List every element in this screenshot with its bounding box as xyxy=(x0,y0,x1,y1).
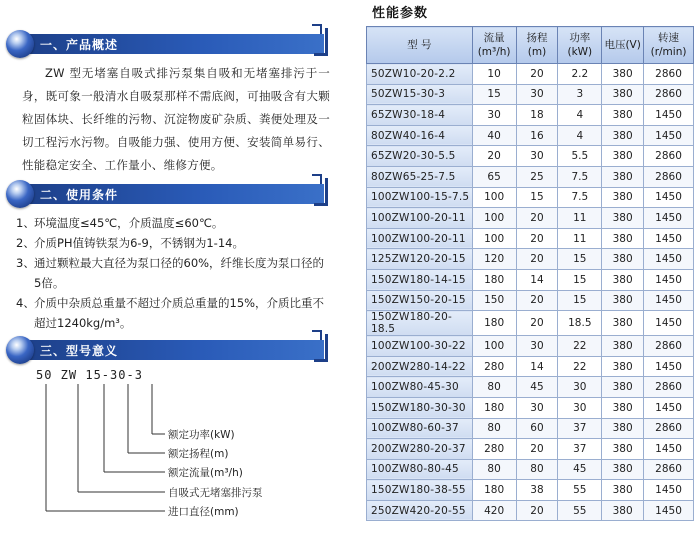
table-cell: 20 xyxy=(516,311,558,336)
table-cell: 380 xyxy=(602,105,644,126)
table-cell: 100 xyxy=(472,208,516,229)
table-cell: 380 xyxy=(602,418,644,439)
table-cell: 100 xyxy=(472,187,516,208)
table-cell: 380 xyxy=(602,311,644,336)
table-cell: 380 xyxy=(602,377,644,398)
table-row xyxy=(367,187,694,208)
section-title: 二、使用条件 xyxy=(40,188,119,202)
cell-model: 250ZW420-20-55 xyxy=(367,500,473,521)
table-cell: 11 xyxy=(558,208,602,229)
table-cell: 22 xyxy=(558,356,602,377)
table-row xyxy=(367,500,694,521)
table-cell: 7.5 xyxy=(558,187,602,208)
section-header-overview xyxy=(6,30,328,56)
table-row xyxy=(367,397,694,418)
table-cell: 420 xyxy=(472,500,516,521)
table-row xyxy=(367,208,694,229)
condition-number: 4、 xyxy=(16,296,35,310)
table-cell: 3 xyxy=(558,84,602,105)
table-cell: 55 xyxy=(558,480,602,501)
table-cell: 30 xyxy=(472,105,516,126)
table-cell: 1450 xyxy=(644,311,694,336)
table-cell: 15 xyxy=(558,269,602,290)
condition-item xyxy=(16,233,331,253)
condition-text: 通过颗粒最大直径为泵口径的60%，纤维长度为泵口径的5倍。 xyxy=(34,256,325,290)
table-cell: 4 xyxy=(558,125,602,146)
table-row xyxy=(367,166,694,187)
cell-model: 50ZW15-30-3 xyxy=(367,84,473,105)
table-row xyxy=(367,480,694,501)
table-cell: 16 xyxy=(516,125,558,146)
table-row xyxy=(367,269,694,290)
condition-number: 3、 xyxy=(16,256,35,270)
label-power: 额定功率(kW) xyxy=(168,429,235,441)
table-cell: 2860 xyxy=(644,166,694,187)
table-cell: 380 xyxy=(602,166,644,187)
table-cell: 30 xyxy=(558,377,602,398)
cell-model: 125ZW120-20-15 xyxy=(367,249,473,270)
left-panel xyxy=(0,0,340,535)
table-row xyxy=(367,377,694,398)
cell-model: 150ZW180-38-55 xyxy=(367,480,473,501)
table-cell: 380 xyxy=(602,64,644,85)
section-header-conditions xyxy=(6,180,328,206)
table-cell: 15 xyxy=(472,84,516,105)
header-speed: 转速(r/min) xyxy=(644,27,694,64)
table-row xyxy=(367,290,694,311)
table-cell: 30 xyxy=(516,336,558,357)
cell-model: 200ZW280-20-37 xyxy=(367,439,473,460)
condition-number: 1、 xyxy=(16,216,35,230)
table-cell: 380 xyxy=(602,439,644,460)
table-cell: 380 xyxy=(602,500,644,521)
table-cell: 20 xyxy=(516,208,558,229)
table-cell: 280 xyxy=(472,439,516,460)
table-row xyxy=(367,228,694,249)
table-cell: 180 xyxy=(472,397,516,418)
table-cell: 15 xyxy=(558,290,602,311)
cell-model: 150ZW180-14-15 xyxy=(367,269,473,290)
table-cell: 2860 xyxy=(644,418,694,439)
condition-text: 环境温度≤45℃，介质温度≤60℃。 xyxy=(34,216,224,230)
table-row xyxy=(367,249,694,270)
table-cell: 1450 xyxy=(644,356,694,377)
table-cell: 1450 xyxy=(644,105,694,126)
table-cell: 80 xyxy=(472,459,516,480)
table-cell: 380 xyxy=(602,336,644,357)
table-cell: 280 xyxy=(472,356,516,377)
condition-text: 介质PH值铸铁泵为6-9，不锈钢为1-14。 xyxy=(34,236,244,250)
condition-text: 介质中杂质总重量不超过介质总重量的15%，介质比重不超过1240kg/m³。 xyxy=(34,296,325,330)
table-cell: 380 xyxy=(602,208,644,229)
table-cell: 11 xyxy=(558,228,602,249)
table-cell: 380 xyxy=(602,84,644,105)
right-panel xyxy=(362,0,700,535)
table-title: 性能参数 xyxy=(372,6,429,21)
table-cell: 14 xyxy=(516,269,558,290)
sphere-bullet-icon xyxy=(6,180,34,208)
table-cell: 25 xyxy=(516,166,558,187)
header-model: 型 号 xyxy=(367,27,473,64)
table-cell: 30 xyxy=(516,84,558,105)
table-row xyxy=(367,64,694,85)
table-row xyxy=(367,146,694,167)
table-cell: 380 xyxy=(602,356,644,377)
table-cell: 1450 xyxy=(644,249,694,270)
cell-model: 65ZW30-18-4 xyxy=(367,105,473,126)
table-row xyxy=(367,356,694,377)
table-cell: 40 xyxy=(472,125,516,146)
condition-item xyxy=(16,253,331,293)
sphere-bullet-icon xyxy=(6,336,34,364)
table-cell: 7.5 xyxy=(558,166,602,187)
model-code: 50 ZW 15-30-3 xyxy=(36,368,143,382)
table-row xyxy=(367,105,694,126)
cell-model: 150ZW180-20-18.5 xyxy=(367,311,473,336)
label-inlet-diameter: 进口直径(mm) xyxy=(168,506,239,518)
table-cell: 10 xyxy=(472,64,516,85)
table-cell: 2860 xyxy=(644,459,694,480)
table-row xyxy=(367,84,694,105)
table-cell: 1450 xyxy=(644,397,694,418)
label-flow: 额定流量(m³/h) xyxy=(168,467,243,479)
cell-model: 100ZW100-20-11 xyxy=(367,228,473,249)
cell-model: 80ZW65-25-7.5 xyxy=(367,166,473,187)
table-cell: 20 xyxy=(516,290,558,311)
table-row xyxy=(367,459,694,480)
cell-model: 200ZW280-14-22 xyxy=(367,356,473,377)
table-cell: 37 xyxy=(558,439,602,460)
table-cell: 180 xyxy=(472,311,516,336)
table-row xyxy=(367,439,694,460)
condition-item xyxy=(16,213,331,233)
table-cell: 22 xyxy=(558,336,602,357)
table-cell: 2860 xyxy=(644,336,694,357)
table-cell: 1450 xyxy=(644,500,694,521)
table-cell: 1450 xyxy=(644,125,694,146)
table-cell: 15 xyxy=(516,187,558,208)
table-cell: 1450 xyxy=(644,187,694,208)
cell-model: 150ZW150-20-15 xyxy=(367,290,473,311)
table-cell: 20 xyxy=(516,228,558,249)
table-header-row xyxy=(367,27,694,64)
table-cell: 2.2 xyxy=(558,64,602,85)
table-cell: 380 xyxy=(602,125,644,146)
table-cell: 4 xyxy=(558,105,602,126)
table-cell: 1450 xyxy=(644,439,694,460)
table-row xyxy=(367,125,694,146)
table-cell: 2860 xyxy=(644,377,694,398)
table-cell: 55 xyxy=(558,500,602,521)
table-cell: 37 xyxy=(558,418,602,439)
model-meaning-diagram xyxy=(0,378,340,528)
table-cell: 1450 xyxy=(644,208,694,229)
table-cell: 5.5 xyxy=(558,146,602,167)
cell-model: 100ZW80-60-37 xyxy=(367,418,473,439)
table-cell: 30 xyxy=(516,146,558,167)
cell-model: 100ZW100-15-7.5 xyxy=(367,187,473,208)
section-title: 一、产品概述 xyxy=(40,38,119,52)
table-cell: 120 xyxy=(472,249,516,270)
header-power: 功率(kW) xyxy=(558,27,602,64)
table-cell: 45 xyxy=(558,459,602,480)
table-cell: 100 xyxy=(472,336,516,357)
header-flow: 流量(m³/h) xyxy=(472,27,516,64)
table-cell: 60 xyxy=(516,418,558,439)
cell-model: 100ZW100-30-22 xyxy=(367,336,473,357)
table-cell: 20 xyxy=(516,64,558,85)
table-cell: 80 xyxy=(472,377,516,398)
performance-table xyxy=(366,26,694,521)
table-cell: 380 xyxy=(602,228,644,249)
table-cell: 30 xyxy=(516,397,558,418)
table-cell: 380 xyxy=(602,290,644,311)
table-cell: 2860 xyxy=(644,84,694,105)
table-cell: 380 xyxy=(602,249,644,270)
cell-model: 150ZW180-30-30 xyxy=(367,397,473,418)
table-cell: 80 xyxy=(516,459,558,480)
section-header-model-meaning xyxy=(6,336,328,362)
table-cell: 1450 xyxy=(644,290,694,311)
intro-paragraph: ZW 型无堵塞自吸式排污泵集自吸和无堵塞排污于一身，既可象一般清水自吸泵那样不需底阀，可抽吸含有大颗粒固体块、长纤维的污物、沉淀物废矿杂质、粪便处理及一切工程污水污物。自吸能力强、使用方便、安装简单易行、性能稳定安全、工作量小、维修方便。 xyxy=(22,66,330,172)
cell-model: 80ZW40-16-4 xyxy=(367,125,473,146)
table-cell: 380 xyxy=(602,269,644,290)
table-cell: 18 xyxy=(516,105,558,126)
table-cell: 18.5 xyxy=(558,311,602,336)
section-title: 三、型号意义 xyxy=(40,344,119,358)
header-head: 扬程(m) xyxy=(516,27,558,64)
table-cell: 2860 xyxy=(644,64,694,85)
table-cell: 380 xyxy=(602,397,644,418)
table-cell: 14 xyxy=(516,356,558,377)
cell-model: 65ZW20-30-5.5 xyxy=(367,146,473,167)
label-head: 额定扬程(m) xyxy=(168,448,229,460)
cell-model: 50ZW10-20-2.2 xyxy=(367,64,473,85)
condition-item xyxy=(16,293,331,333)
table-cell: 100 xyxy=(472,228,516,249)
table-cell: 1450 xyxy=(644,269,694,290)
cell-model: 100ZW80-80-45 xyxy=(367,459,473,480)
table-cell: 20 xyxy=(516,249,558,270)
table-cell: 180 xyxy=(472,269,516,290)
table-cell: 380 xyxy=(602,146,644,167)
table-cell: 80 xyxy=(472,418,516,439)
sphere-bullet-icon xyxy=(6,30,34,58)
table-cell: 150 xyxy=(472,290,516,311)
table-cell: 20 xyxy=(516,439,558,460)
table-cell: 45 xyxy=(516,377,558,398)
condition-number: 2、 xyxy=(16,236,35,250)
table-cell: 2860 xyxy=(644,146,694,167)
label-pump-type: 自吸式无堵塞排污泵 xyxy=(168,487,263,499)
table-cell: 38 xyxy=(516,480,558,501)
table-row xyxy=(367,418,694,439)
cell-model: 100ZW100-20-11 xyxy=(367,208,473,229)
table-cell: 65 xyxy=(472,166,516,187)
table-cell: 20 xyxy=(516,500,558,521)
table-cell: 380 xyxy=(602,187,644,208)
table-cell: 380 xyxy=(602,480,644,501)
table-cell: 1450 xyxy=(644,228,694,249)
table-cell: 15 xyxy=(558,249,602,270)
conditions-list xyxy=(16,213,331,333)
table-cell: 180 xyxy=(472,480,516,501)
header-voltage: 电压(V) xyxy=(602,27,644,64)
table-cell: 30 xyxy=(558,397,602,418)
table-cell: 380 xyxy=(602,459,644,480)
cell-model: 100ZW80-45-30 xyxy=(367,377,473,398)
table-row xyxy=(367,311,694,336)
table-cell: 20 xyxy=(472,146,516,167)
table-cell: 1450 xyxy=(644,480,694,501)
table-row xyxy=(367,336,694,357)
